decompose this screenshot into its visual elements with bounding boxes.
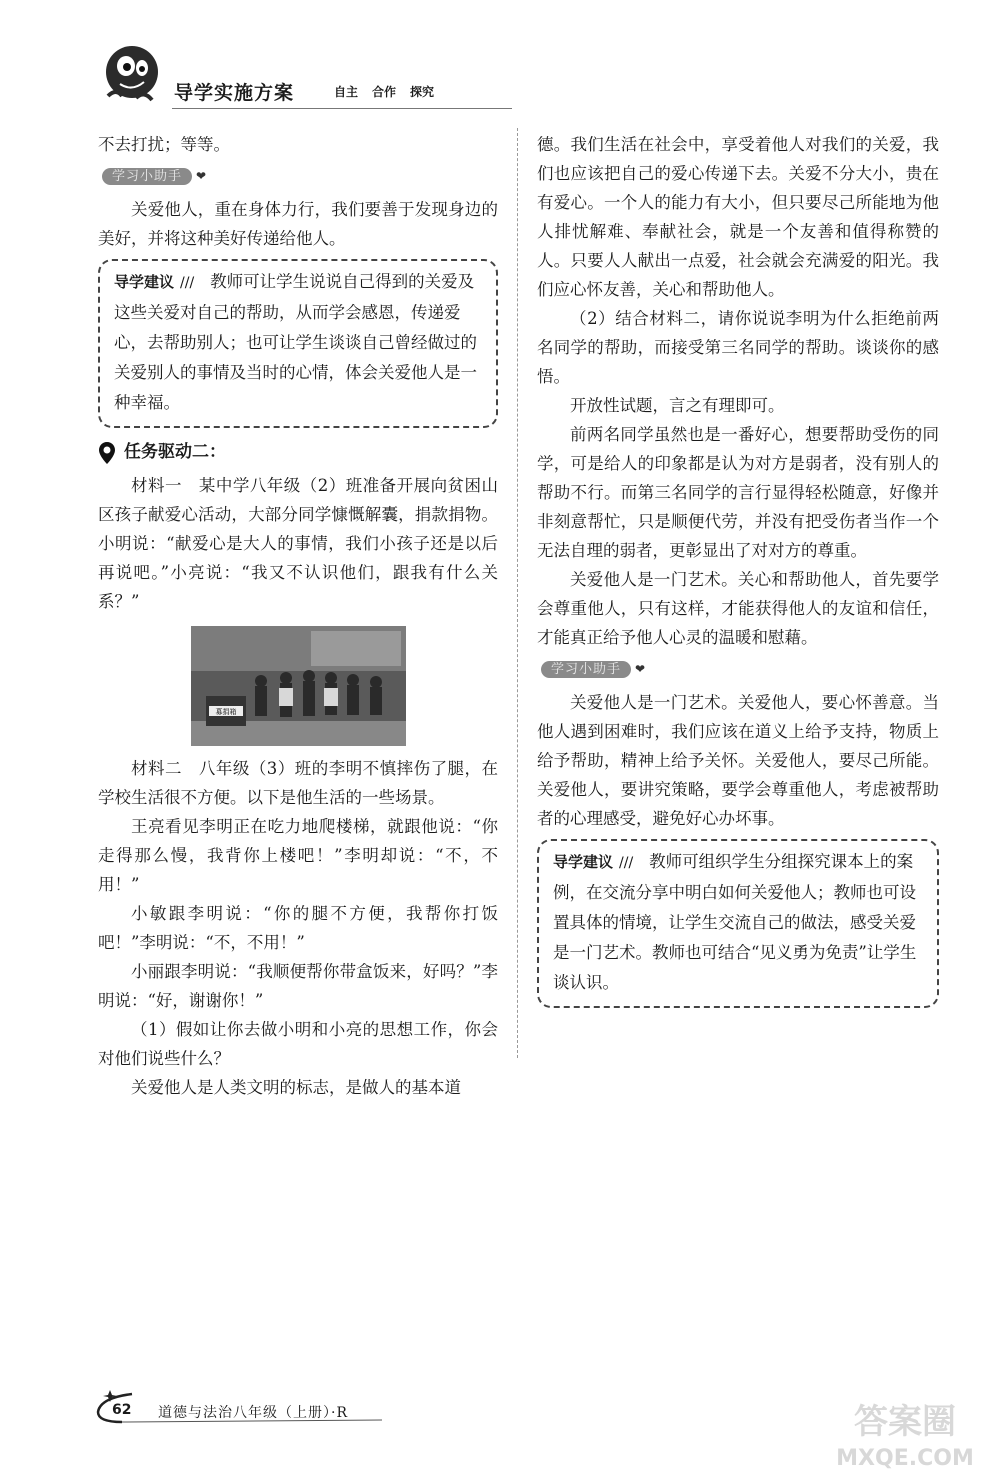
answer-two-summary: 关爱他人是一门艺术。关心和帮助他人，首先要学会尊重他人，只有这样，才能获得他人的友谊和信任，才能真正给予他人心灵的温暖和慰藉。 [537,570,939,647]
paragraph: 不去打扰；等等。 [98,135,230,154]
header-rule [172,108,512,109]
material-two: 材料二 八年级（3）班的李明不慎摔伤了腿，在学校生活很不方便。以下是他生活的一些场景。 [98,759,498,807]
scene-two: 小敏跟李明说：“你的腿不方便，我帮你打饭吧！”李明说：“不，不用！” [98,904,498,952]
donation-photo [191,626,406,746]
study-helper-tag [102,163,498,189]
heart-icon: ❤ [196,168,207,183]
watermark-url: MXQE.COM [836,1446,974,1471]
donation-box-sign: 募捐箱 [215,708,236,716]
guidance-label: 导学建议 [114,273,175,291]
guidance-text: 教师可组织学生分组探究课本上的案例，在交流分享中明白如何关爱他人；教师也可设置具体的情境，让学生交流自己的做法，感受关爱是一门艺术。教师也可结合“见义勇为免责”让学生谈认识。 [553,852,917,992]
watermark-text: 答案圈 [854,1402,956,1442]
study-helper-tag [541,656,939,682]
question-one: （1）假如让你去做小明和小亮的思想工作，你会对他们说些什么？ [98,1020,498,1068]
slash-decoration-icon: /// [619,855,634,871]
page-footer [92,1386,392,1426]
slash-decoration-icon: /// [180,275,195,291]
guidance-box [537,839,939,1008]
right-column [537,130,939,1018]
answer-two-note: 开放性试题，言之有理即可。 [570,396,785,415]
tag-zizhu: 自主 [334,85,359,99]
scene-three: 小丽跟李明说：“我顺便帮你带盒饭来，好吗？”李明说：“好，谢谢你！” [98,962,498,1010]
location-pin-icon [98,441,116,465]
question-two: （2）结合材料二，请你说说李明为什么拒绝前两名同学的帮助，而接受第三名同学的帮助。谈谈你的感悟。 [537,309,939,386]
answer-two: 前两名同学虽然也是一番好心，想要帮助受伤的同学，可是给人的印象都是认为对方是弱者，没有别人的帮助不行。而第三名同学的言行显得轻松随意，好像并非刻意帮忙，只是顺便代劳，并没有把受伤者当作一个无法自理的弱者，更彰显出了对对方的尊重。 [537,425,939,560]
guidance-label: 导学建议 [553,853,614,871]
study-helper-label: 学习小助手 [541,661,631,678]
book-title: 道德与法治八年级（上册）·R [158,1405,348,1421]
section-title: 导学实施方案 [174,82,295,104]
material-one: 材料一 某中学八年级（2）班准备开展向贫困山区孩子献爱心活动，大部分同学慷慨解囊，捐款捐物。小明说：“献爱心是大人的事情，我们小孩子还是以后再说吧。”小亮说：“我又不认识他们，跟我有什么关系？” [98,476,498,611]
section-tags [334,83,434,100]
column-divider [517,128,518,1058]
task-title: 任务驱动二： [124,442,226,462]
heart-icon: ❤ [635,661,646,676]
task-heading [98,438,498,467]
watermark-logo [830,1395,980,1475]
mascot-logo-icon [96,38,168,110]
paragraph: 关爱他人是一门艺术。关爱他人，要心怀善意。当他人遇到困难时，我们应该在道义上给予支持，物质上给予帮助，精神上给予关怀。关爱他人，要尽己所能。关爱他人，要讲究策略，要学会尊重他人，考虑被帮助者的心理感受，避免好心办坏事。 [537,693,939,828]
study-helper-label: 学习小助手 [102,168,192,185]
answer-one: 关爱他人是人类文明的标志，是做人的基本道 [131,1078,461,1097]
page-number: 62 [112,1402,132,1418]
scene-one: 王亮看见李明正在吃力地爬楼梯，就跟他说：“你走得那么慢，我背你上楼吧！”李明却说：“不，不用！” [98,817,498,894]
guidance-text: 教师可让学生说说自己得到的关爱及这些关爱对自己的帮助，从而学会感恩，传递爱心，去帮助别人；也可让学生谈谈自己曾经做过的关爱别人的事情及当时的心情，体会关爱他人是一种幸福。 [114,272,477,412]
paragraph: 关爱他人，重在身体力行，我们要善于发现身边的美好，并将这种美好传递给他人。 [98,200,498,248]
tag-hezuo: 合作 [372,85,397,99]
left-column [98,130,498,1102]
guidance-box [98,259,498,428]
tag-tanjiu: 探究 [410,85,435,99]
answer-one-continued: 德。我们生活在社会中，享受着他人对我们的关爱，我们也应该把自己的爱心传递下去。关爱不分大小，贵在有爱心。一个人的能力有大小，但只要尽己所能地为他人排忧解难、奉献社会，就是一个友善和值得称赞的人。只要人人献出一点爱，社会就会充满爱的阳光。我们应心怀友善，关心和帮助他人。 [537,135,939,299]
